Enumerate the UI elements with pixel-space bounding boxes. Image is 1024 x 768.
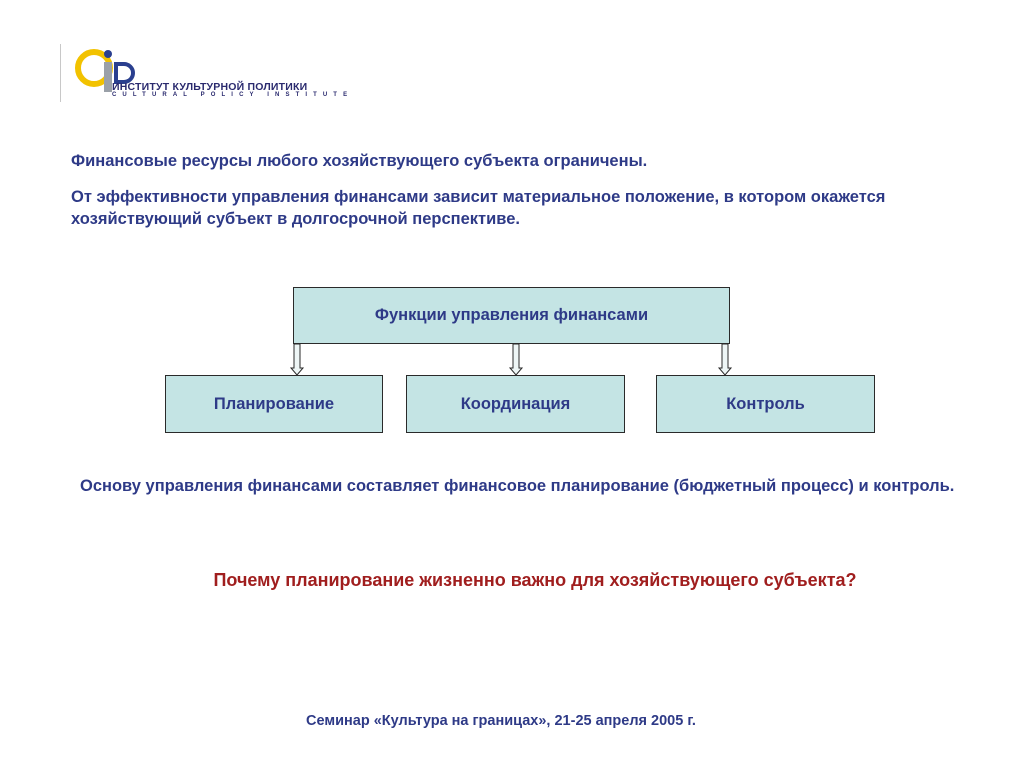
seminar-footer: Семинар «Культура на границах», 21-25 апреля 2005 г. bbox=[306, 713, 696, 729]
arrow-to-planning bbox=[291, 344, 303, 375]
diagram-child-planning: Планирование bbox=[165, 375, 383, 433]
diagram-child-control: Контроль bbox=[656, 375, 875, 433]
summary-text: Основу управления финансами составляет финансовое планирование (бюджетный процесс) и контроль. bbox=[80, 477, 955, 495]
logo-name-en: CULTURAL POLICY INSTITUTE bbox=[112, 92, 354, 98]
arrow-to-coordination bbox=[510, 344, 522, 375]
diagram-child-coordination: Координация bbox=[406, 375, 625, 433]
key-question: Почему планирование жизненно важно для хозяйствующего субъекта? bbox=[213, 570, 857, 590]
intro-line-2: От эффективности управления финансами зависит материальное положение, в котором окажется хозяйствующий субъект в долгосрочной перспективе. bbox=[71, 188, 886, 228]
logo-name-ru: ИНСТИТУТ КУЛЬТУРНОЙ ПОЛИТИКИ bbox=[112, 81, 308, 93]
intro-line-1: Финансовые ресурсы любого хозяйствующего субъекта ограничены. bbox=[71, 152, 648, 170]
diagram-root-box: Функции управления финансами bbox=[293, 287, 730, 344]
arrow-to-control bbox=[719, 344, 731, 375]
